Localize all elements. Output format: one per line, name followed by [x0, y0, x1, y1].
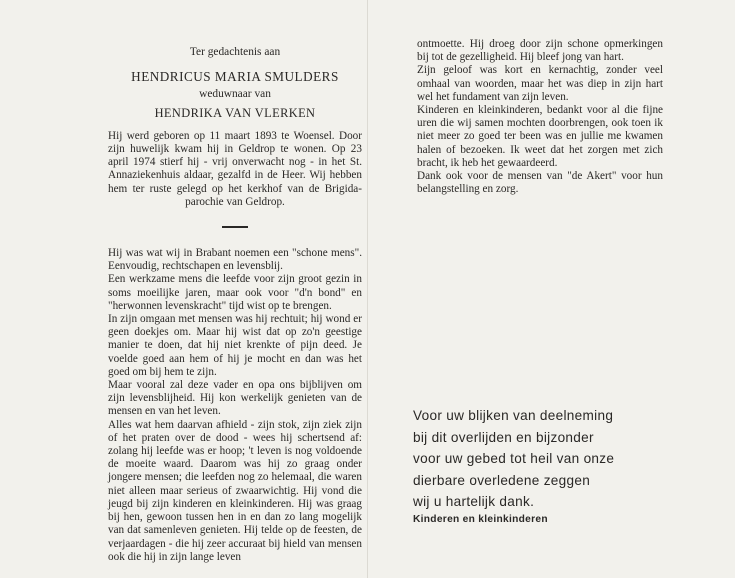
deceased-name: HENDRICUS MARIA SMULDERS: [131, 69, 339, 85]
thank-you-note: [413, 405, 703, 513]
left-paragraph-2: Een werkzame mens die leefde voor zijn groot gezin in soms moeilijke jaren, maar ook voor "d'n bond" en "herwonnen levenskracht" tijd wist op te brengen.: [108, 273, 362, 312]
left-paragraph-1: Hij was wat wij in Brabant noemen een "schone mens". Eenvoudig, rechtschapen en levensblij.: [108, 247, 362, 273]
spouse-name: HENDRIKA VAN VLERKEN: [154, 105, 316, 120]
thanks-line: Voor uw blijken van deelneming: [413, 408, 614, 423]
right-paragraph-1: ontmoette. Hij droeg door zijn schone opmerkingen bij tot de gezelligheid. Hij bleef jong van hart.: [417, 38, 663, 64]
left-paragraph-3: In zijn omgaan met mensen was hij rechtuit; hij wond er geen doekjes om. Maar hij wist dat op zo'n geestige manier te doen, dat hij niet krenkte of pijn deed. Je voelde goed aan hem of hij je mocht en dan was het goed om bij hem te zijn.: [108, 313, 362, 378]
divider-line: [222, 226, 248, 228]
thanks-line: bij dit overlijden en bijzonder: [413, 429, 594, 445]
right-page: [417, 38, 663, 196]
bio-paragraph: Hij werd geboren op 11 maart 1893 te Woensel. Door zijn huwelijk kwam hij in Geldrop te wonen. Op 23 april 1974 stierf hij - vrij onverwacht nog - in het St. Annaziekenhuis aldaar, gezalfd in de Heer. Wij hebben hem ter ruste gelegd op het kerkhof van de Brigida-parochie van Geldrop.: [108, 129, 362, 208]
relation-text: weduwnaar van: [199, 88, 271, 101]
center-fold: [367, 0, 368, 578]
thanks-line: dierbare overledene zeggen: [413, 472, 591, 488]
family-signature: Kinderen en kleinkinderen: [413, 514, 548, 525]
thanks-line: voor uw gebed tot heil van onze: [413, 451, 615, 466]
left-paragraph-5: Alles wat hem daarvan afhield - zijn stok, zijn ziek zijn of het praten over de dood - wees hij schertsend af: zolang hij leefde was er hoop; 't leven is nog voldoende de moeite waard. Daarom was hij zo graag onder jongere mensen; die leefden nog zo helemaal, die waren niet alleen maar serieus of zwaarwichtig. Hij vond die jeugd bij zijn kinderen en kleinkinderen. Hij was graag bij hen, gewoon tussen hen in en dan zo lang mogelijk van dat samenleven genieten. Hij telde op de feesten, de verjaardagen - die hij zeer accuraat bij hield van mensen ook die hij in zijn lange leven: [108, 418, 362, 563]
thanks-line: wij u hartelijk dank.: [413, 494, 535, 509]
left-paragraph-4: Maar vooral zal deze vader en opa ons bijblijven om zijn levensblijheid. Hij kon werkelijk genieten van de mensen en van het leven.: [108, 379, 362, 418]
right-paragraph-3: Kinderen en kleinkinderen, bedankt voor al die fijne uren die wij samen mochten doorbrengen, ook toen ik niet meer zo goed ter been was en jullie me kwamen halen of bezoeken. Ik weet dat het zorgen met zich bracht, ik heb het gewaardeerd.: [417, 104, 663, 169]
right-paragraph-2: Zijn geloof was kort en kernachtig, zonder veel omhaal van woorden, maar het was diep in zijn hart wel het fundament van zijn leven.: [417, 64, 663, 103]
right-paragraph-4: Dank ook voor de mensen van "de Akert" voor hun belangstelling en zorg.: [417, 170, 663, 196]
left-page: [108, 38, 362, 564]
intro-text: Ter gedachtenis aan: [189, 46, 281, 58]
